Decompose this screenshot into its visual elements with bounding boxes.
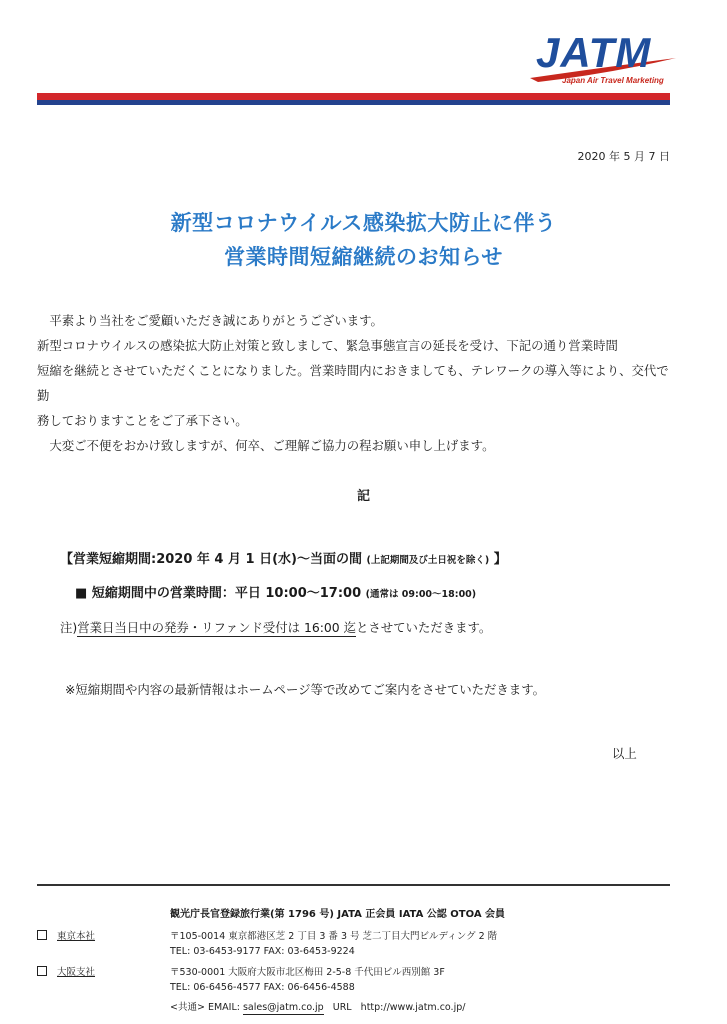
registration-line: 観光庁長官登録旅行業(第 1796 号) JATA 正会員 IATA 公認 OTOA 会員	[170, 909, 506, 920]
ki-heading: 記	[356, 489, 370, 504]
logo-wordmark: JATM	[536, 29, 652, 76]
header-band-blue	[37, 100, 670, 105]
url-label: URL	[332, 1002, 352, 1013]
note-underlined: 営業日当日中の発券・リファンド受付は 16:00 迄	[77, 620, 356, 635]
body-line: 務しておりますことをご了承下さい。	[37, 413, 248, 428]
closing-ijo: 以上	[612, 746, 637, 761]
body-line: 大変ご不便をおかけ致しますが、何卒、ご理解ご協力の程お願い申し上げます。	[49, 438, 495, 453]
notice-date: 2020 年 5 月 7 日	[577, 150, 670, 163]
tokyo-address: 〒105-0014 東京都港区芝 2 丁目 3 番 3 号 芝二丁目大門ビルディング 2 階	[170, 931, 498, 942]
body-paragraph	[37, 308, 677, 458]
body-line: 新型コロナウイルスの感染拡大防止対策と致しまして、緊急事態宣言の延長を受け、下記の通り営業時間	[37, 338, 618, 353]
period-note: (上記期間及び土日祝を除く)	[366, 555, 490, 566]
email-link[interactable]: sales@jatm.co.jp	[242, 1002, 324, 1013]
business-hours	[75, 582, 476, 601]
tokyo-phone: TEL: 03-6453-9177 FAX: 03-6453-9224	[170, 946, 355, 957]
jatm-logo	[528, 28, 678, 88]
header-band-red	[37, 93, 670, 100]
osaka-label	[37, 964, 95, 978]
osaka-phone: TEL: 06-6456-4577 FAX: 06-6456-4588	[170, 982, 355, 993]
period-close: 】	[493, 552, 507, 567]
website-link[interactable]: http://www.jatm.co.jp/	[360, 1002, 466, 1013]
hours-main: 短縮期間中の営業時間：平日 10:00～17:00	[91, 586, 362, 601]
contact-prefix: <共通> EMAIL:	[170, 1002, 243, 1013]
checkbox-icon	[37, 930, 47, 940]
common-contact	[170, 999, 465, 1013]
note-prefix: 注)	[60, 620, 78, 635]
note-suffix: とさせていただきます。	[356, 620, 492, 635]
tokyo-office-label: 東京本社	[57, 931, 96, 942]
title-line-2: 営業時間短縮継続のお知らせ	[224, 245, 503, 269]
update-note: ※短縮期間や内容の最新情報はホームページ等で改めてご案内をさせていただきます。	[65, 682, 545, 697]
square-bullet-icon: ■	[75, 586, 88, 601]
body-line: 短縮を継続とさせていただくことになりました。営業時間内におきましても、テレワークの導入等により、交代で勤	[37, 363, 669, 403]
title-line-1: 新型コロナウイルス感染拡大防止に伴う	[170, 211, 557, 235]
osaka-address: 〒530-0001 大阪府大阪市北区梅田 2-5-8 千代田ビル西別館 3F	[170, 967, 445, 978]
period-main: 【営業短縮期間:2020 年 4 月 1 日(水)～当面の間	[60, 552, 362, 567]
checkbox-icon	[37, 966, 47, 976]
logo-tagline: Japan Air Travel Marketing	[562, 76, 664, 85]
tokyo-label	[37, 928, 95, 942]
body-line: 平素より当社をご愛顧いただき誠にありがとうございます。	[49, 313, 383, 328]
ticketing-note	[60, 618, 491, 636]
footer-divider	[37, 884, 670, 886]
osaka-office-label: 大阪支社	[57, 967, 96, 978]
hours-note: (通常は 09:00～18:00)	[365, 589, 477, 600]
business-period	[60, 548, 507, 567]
